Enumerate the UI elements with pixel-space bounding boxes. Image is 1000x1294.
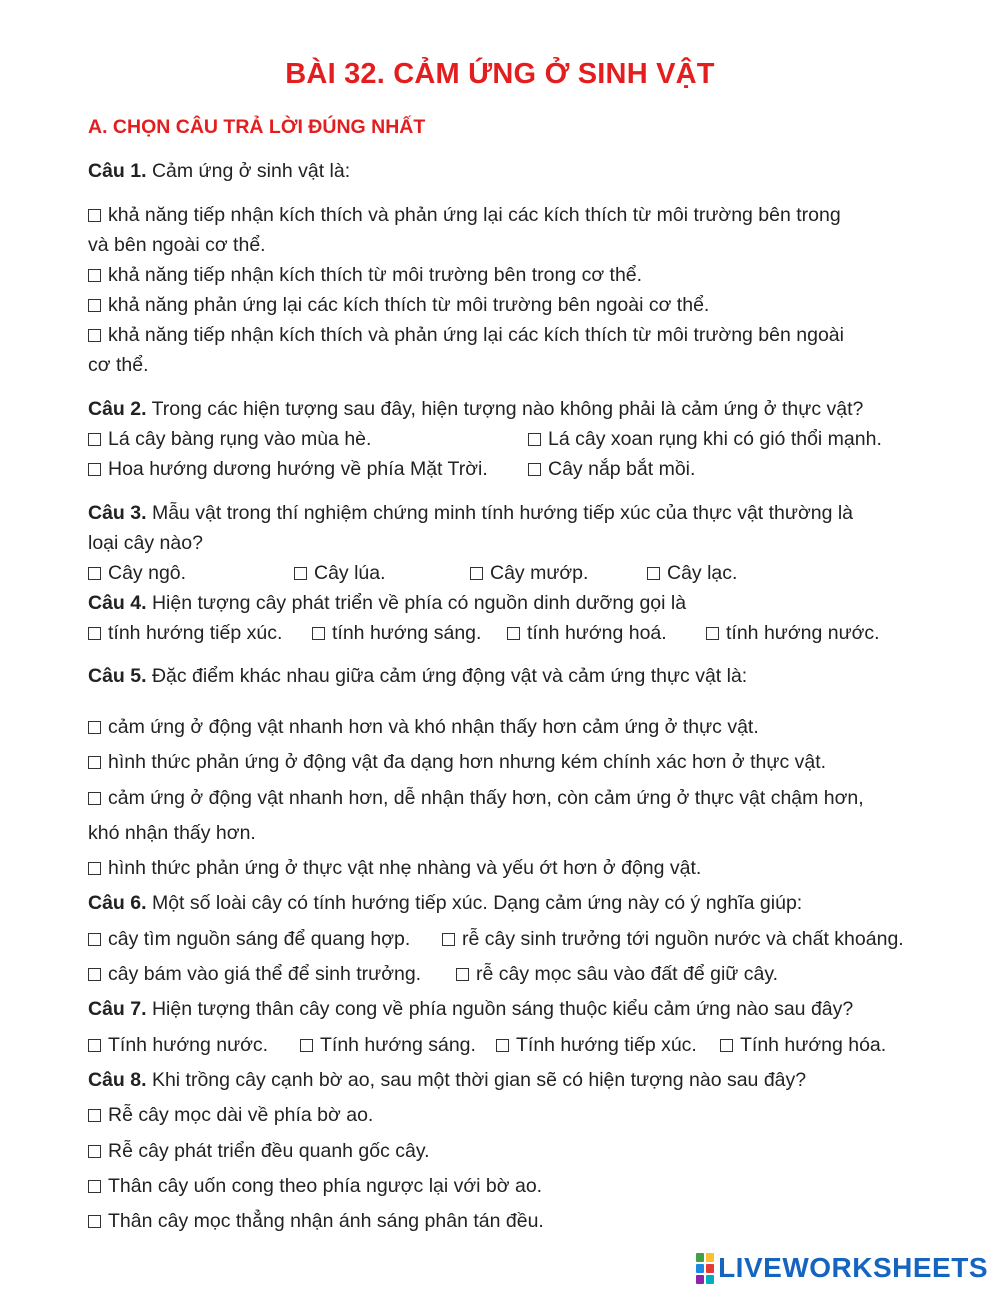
option-text: tính hướng sáng. bbox=[332, 622, 482, 644]
checkbox[interactable] bbox=[442, 933, 455, 946]
question-text: Hiện tượng cây phát triển về phía có nguồn dinh dưỡng gọi là bbox=[151, 592, 687, 614]
option[interactable] bbox=[88, 785, 864, 811]
option[interactable] bbox=[88, 1208, 544, 1234]
option-continued bbox=[88, 352, 148, 378]
option[interactable] bbox=[88, 620, 282, 646]
checkbox[interactable] bbox=[470, 567, 483, 580]
option-continued bbox=[88, 820, 256, 846]
question-4 bbox=[88, 590, 686, 616]
option-text: Hoa hướng dương hướng về phía Mặt Trời. bbox=[108, 458, 488, 480]
option-text: Cây nắp bắt mồi. bbox=[548, 458, 696, 480]
option-text: khó nhận thấy hơn. bbox=[88, 822, 256, 844]
option[interactable] bbox=[88, 560, 186, 586]
option-text: rễ cây mọc sâu vào đất để giữ cây. bbox=[476, 963, 779, 985]
option-text: cảm ứng ở động vật nhanh hơn, dễ nhận thấy hơn, còn cảm ứng ở thực vật chậm hơn, bbox=[108, 787, 864, 809]
checkbox[interactable] bbox=[88, 1180, 101, 1193]
option[interactable] bbox=[294, 560, 386, 586]
option[interactable] bbox=[470, 560, 588, 586]
question-3 bbox=[88, 500, 853, 526]
checkbox[interactable] bbox=[300, 1039, 313, 1052]
option-text: Lá cây bàng rụng vào mùa hè. bbox=[108, 428, 372, 450]
checkbox[interactable] bbox=[88, 1215, 101, 1228]
checkbox[interactable] bbox=[88, 627, 101, 640]
option[interactable] bbox=[88, 262, 642, 288]
checkbox[interactable] bbox=[294, 567, 307, 580]
option[interactable] bbox=[88, 426, 371, 452]
question-text: Một số loài cây có tính hướng tiếp xúc. Dạng cảm ứng này có ý nghĩa giúp: bbox=[151, 892, 803, 914]
option-text: cây tìm nguồn sáng để quang hợp. bbox=[108, 928, 411, 950]
checkbox[interactable] bbox=[88, 433, 101, 446]
checkbox[interactable] bbox=[706, 627, 719, 640]
checkbox[interactable] bbox=[720, 1039, 733, 1052]
checkbox[interactable] bbox=[528, 463, 541, 476]
option-text: tính hướng nước. bbox=[726, 622, 880, 644]
option[interactable] bbox=[300, 1032, 476, 1058]
question-label: Câu 5. bbox=[88, 665, 147, 687]
option[interactable] bbox=[88, 322, 844, 348]
option[interactable] bbox=[88, 456, 488, 482]
option-text: Rễ cây phát triển đều quanh gốc cây. bbox=[108, 1140, 430, 1162]
option-text: Cây lạc. bbox=[667, 562, 738, 584]
question-label: Câu 6. bbox=[88, 892, 147, 914]
option[interactable] bbox=[496, 1032, 697, 1058]
question-text: Hiện tượng thân cây cong về phía nguồn sáng thuộc kiểu cảm ứng nào sau đây? bbox=[151, 998, 854, 1020]
question-label: Câu 1. bbox=[88, 160, 147, 182]
checkbox[interactable] bbox=[88, 329, 101, 342]
option-text: và bên ngoài cơ thể. bbox=[88, 234, 266, 256]
checkbox[interactable] bbox=[88, 792, 101, 805]
checkbox[interactable] bbox=[88, 756, 101, 769]
question-text: Khi trồng cây cạnh bờ ao, sau một thời gian sẽ có hiện tượng nào sau đây? bbox=[151, 1069, 807, 1091]
option[interactable] bbox=[507, 620, 667, 646]
checkbox[interactable] bbox=[88, 933, 101, 946]
option-text: cảm ứng ở động vật nhanh hơn và khó nhận thấy hơn cảm ứng ở thực vật. bbox=[108, 716, 759, 738]
question-label: Câu 7. bbox=[88, 998, 147, 1020]
checkbox[interactable] bbox=[88, 968, 101, 981]
option[interactable] bbox=[88, 1102, 373, 1128]
option-text: Tính hướng hóa. bbox=[740, 1034, 887, 1056]
checkbox[interactable] bbox=[88, 1109, 101, 1122]
option[interactable] bbox=[720, 1032, 886, 1058]
option-text: Cây lúa. bbox=[314, 562, 386, 584]
option-text: rễ cây sinh trưởng tới nguồn nước và chất khoáng. bbox=[462, 928, 904, 950]
option-text: khả năng tiếp nhận kích thích và phản ứng lại các kích thích từ môi trường bên ngoài bbox=[108, 324, 844, 346]
liveworksheets-logo bbox=[696, 1252, 988, 1284]
question-7 bbox=[88, 996, 853, 1022]
option-text: Thân cây mọc thẳng nhận ánh sáng phân tán đều. bbox=[108, 1210, 544, 1232]
checkbox[interactable] bbox=[88, 862, 101, 875]
option[interactable] bbox=[88, 202, 841, 228]
question-text: Cảm ứng ở sinh vật là: bbox=[151, 160, 351, 182]
option[interactable] bbox=[88, 292, 709, 318]
option-text: cây bám vào giá thể để sinh trưởng. bbox=[108, 963, 422, 985]
option[interactable] bbox=[88, 961, 421, 987]
option[interactable] bbox=[88, 1173, 542, 1199]
checkbox[interactable] bbox=[528, 433, 541, 446]
option-text: khả năng tiếp nhận kích thích từ môi trường bên trong cơ thể. bbox=[108, 264, 643, 286]
option[interactable] bbox=[88, 855, 701, 881]
question-5 bbox=[88, 663, 747, 689]
option-text: Tính hướng tiếp xúc. bbox=[516, 1034, 697, 1056]
checkbox[interactable] bbox=[88, 299, 101, 312]
option-text: hình thức phản ứng ở động vật đa dạng hơn nhưng kém chính xác hơn ở thực vật. bbox=[108, 751, 827, 773]
checkbox[interactable] bbox=[88, 721, 101, 734]
option-text: Cây mướp. bbox=[490, 562, 589, 584]
option[interactable] bbox=[88, 1032, 268, 1058]
option-text: Lá cây xoan rụng khi có gió thổi mạnh. bbox=[548, 428, 882, 450]
section-heading: A. CHỌN CÂU TRẢ LỜI ĐÚNG NHẤT bbox=[88, 116, 426, 138]
option[interactable] bbox=[647, 560, 737, 586]
option[interactable] bbox=[88, 749, 826, 775]
option-text: Tính hướng sáng. bbox=[320, 1034, 476, 1056]
logo-text: LIVEWORKSHEETS bbox=[718, 1252, 988, 1283]
question-label: Câu 8. bbox=[88, 1069, 147, 1091]
option[interactable] bbox=[442, 926, 904, 952]
question-2 bbox=[88, 396, 863, 422]
option[interactable] bbox=[88, 926, 410, 952]
logo-grid-icon bbox=[696, 1253, 714, 1284]
checkbox[interactable] bbox=[507, 627, 520, 640]
question-text: Mẫu vật trong thí nghiệm chứng minh tính hướng tiếp xúc của thực vật thường là bbox=[151, 502, 854, 524]
question-1 bbox=[88, 158, 350, 184]
checkbox[interactable] bbox=[88, 209, 101, 222]
option-continued bbox=[88, 232, 266, 258]
option-text: Cây ngô. bbox=[108, 562, 187, 584]
checkbox[interactable] bbox=[88, 463, 101, 476]
question-label: Câu 3. bbox=[88, 502, 147, 524]
option[interactable] bbox=[528, 426, 882, 452]
option-text: tính hướng hoá. bbox=[527, 622, 667, 644]
checkbox[interactable] bbox=[312, 627, 325, 640]
option-text: tính hướng tiếp xúc. bbox=[108, 622, 283, 644]
option-text: khả năng phản ứng lại các kích thích từ môi trường bên ngoài cơ thể. bbox=[108, 294, 710, 316]
option[interactable] bbox=[88, 1138, 430, 1164]
checkbox[interactable] bbox=[88, 1039, 101, 1052]
question-8 bbox=[88, 1067, 806, 1093]
checkbox[interactable] bbox=[88, 1145, 101, 1158]
checkbox[interactable] bbox=[456, 968, 469, 981]
checkbox[interactable] bbox=[88, 269, 101, 282]
option-text: Thân cây uốn cong theo phía ngược lại với bờ ao. bbox=[108, 1175, 543, 1197]
checkbox[interactable] bbox=[496, 1039, 509, 1052]
option-text: cơ thể. bbox=[88, 354, 149, 376]
option[interactable] bbox=[528, 456, 695, 482]
question-label: Câu 4. bbox=[88, 592, 147, 614]
checkbox[interactable] bbox=[88, 567, 101, 580]
question-text-continued: loại cây nào? bbox=[88, 532, 203, 554]
option-text: Tính hướng nước. bbox=[108, 1034, 269, 1056]
question-text: Trong các hiện tượng sau đây, hiện tượng nào không phải là cảm ứng ở thực vật? bbox=[151, 398, 864, 420]
question-text: Đặc điểm khác nhau giữa cảm ứng động vật và cảm ứng thực vật là: bbox=[151, 665, 748, 687]
question-label: Câu 2. bbox=[88, 398, 147, 420]
option-text: hình thức phản ứng ở thực vật nhẹ nhàng và yếu ớt hơn ở động vật. bbox=[108, 857, 702, 879]
option[interactable] bbox=[456, 961, 778, 987]
option[interactable] bbox=[312, 620, 481, 646]
question-6 bbox=[88, 890, 802, 916]
option[interactable] bbox=[88, 714, 759, 740]
option[interactable] bbox=[706, 620, 880, 646]
option-text: khả năng tiếp nhận kích thích và phản ứng lại các kích thích từ môi trường bên trong bbox=[108, 204, 841, 226]
page-title: BÀI 32. CẢM ỨNG Ở SINH VẬT bbox=[285, 58, 715, 90]
option-text: Rễ cây mọc dài về phía bờ ao. bbox=[108, 1104, 374, 1126]
checkbox[interactable] bbox=[647, 567, 660, 580]
